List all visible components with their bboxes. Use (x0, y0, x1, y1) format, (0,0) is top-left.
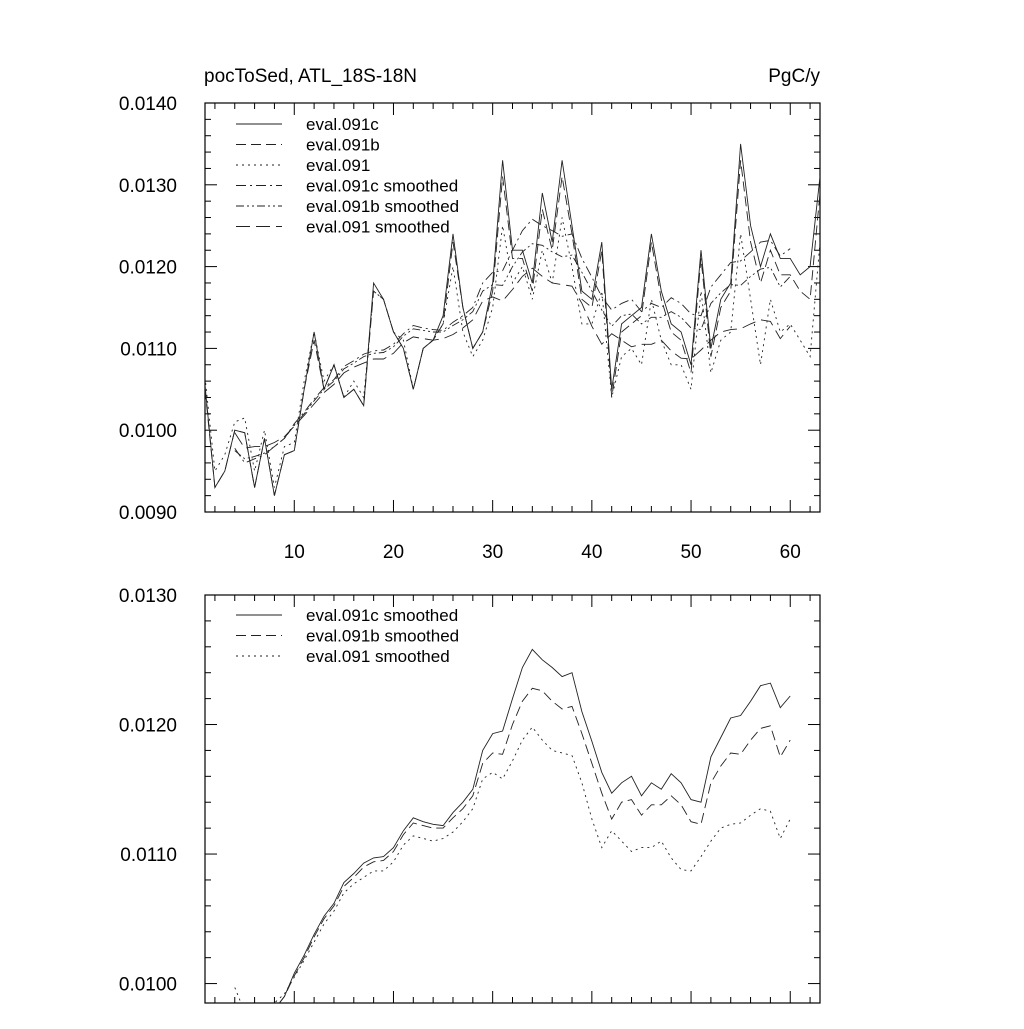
x-tick-label: 60 (779, 542, 801, 563)
series-line-1 (235, 649, 790, 1024)
x-tick-label: 50 (680, 542, 702, 563)
y-tick-label: 0.0110 (120, 339, 177, 361)
series-line-1 (205, 144, 820, 496)
legend-label: eval.091 smoothed (306, 217, 450, 237)
legend-label: eval.091b (306, 135, 380, 155)
x-tick-label: 30 (482, 542, 504, 563)
y-tick-label: 0.0110 (120, 845, 177, 867)
legend-label: eval.091b smoothed (306, 626, 460, 646)
y-tick-label: 0.0100 (118, 974, 177, 996)
legend-label: eval.091 smoothed (306, 647, 450, 666)
legend-label: eval.091b smoothed (306, 197, 460, 216)
y-tick-label: 0.0090 (118, 503, 177, 524)
top-plot (119, 66, 821, 563)
legend-label: eval.091c (306, 115, 379, 134)
y-tick-label: 0.0100 (118, 421, 177, 443)
y-tick-label: 0.0130 (118, 586, 177, 607)
x-tick-label: 40 (581, 542, 603, 563)
series-line-5 (235, 244, 790, 459)
y-tick-label: 0.0130 (118, 175, 177, 197)
y-tick-label: 0.0120 (118, 257, 177, 279)
x-tick-label: 20 (382, 542, 405, 563)
x-tick-label: 10 (283, 542, 305, 563)
chart-title: pocToSed, ATL_18S-18N (204, 66, 418, 87)
series-line-2 (235, 688, 790, 1024)
series-line-3 (235, 727, 790, 1012)
plot-frame (205, 595, 820, 1003)
legend-label: eval.091c smoothed (306, 176, 459, 196)
bottom-plot (119, 586, 820, 1024)
plot-frame (205, 103, 820, 512)
legend-label: eval.091 (306, 156, 371, 175)
legend-label: eval.091c smoothed (306, 606, 459, 625)
series-line-2 (205, 160, 820, 495)
units-label: PgC/y (768, 66, 820, 87)
y-tick-label: 0.0120 (118, 715, 177, 737)
y-tick-label: 0.0140 (118, 94, 177, 115)
